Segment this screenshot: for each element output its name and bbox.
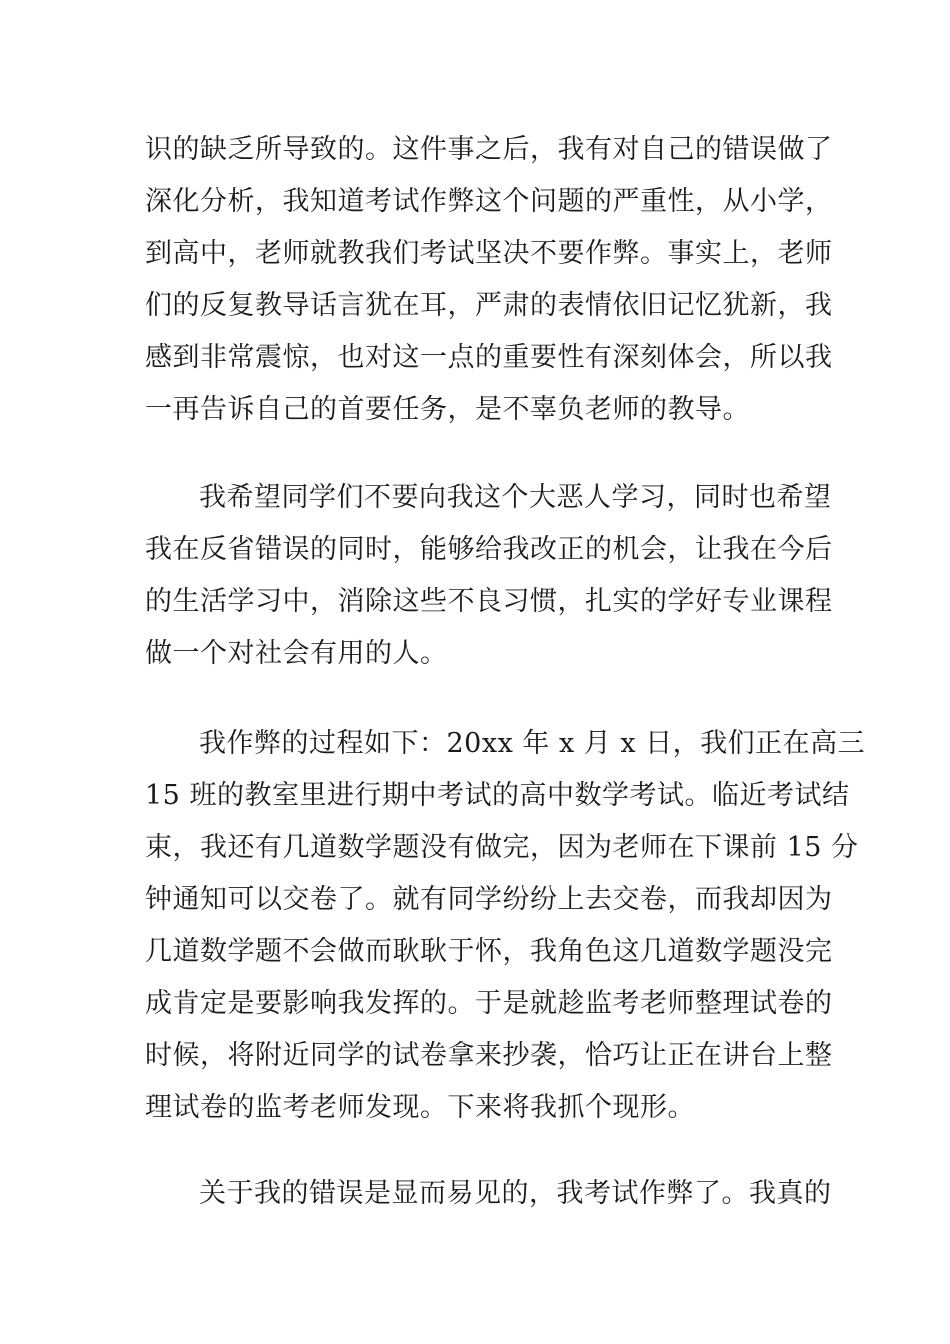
text-line: 识的缺乏所导致的。这件事之后，我有对自己的错误做了 xyxy=(145,134,833,165)
text-line: 我在反省错误的同时，能够给我改正的机会，让我在今后 xyxy=(145,534,833,565)
paragraph-3 xyxy=(145,718,866,1134)
text-line: 束，我还有几道数学题没有做完，因为老师在下课前 15 分 xyxy=(145,832,859,863)
text-line: 钟通知可以交卷了。就有同学纷纷上去交卷，而我却因为 xyxy=(145,884,833,915)
text-line: 深化分析，我知道考试作弊这个问题的严重性，从小学， xyxy=(145,186,833,217)
text-line: 关于我的错误是显而易见的，我考试作弊了。我真的 xyxy=(199,1178,832,1209)
text-line: 几道数学题不会做而耿耿于怀，我角色这几道数学题没完 xyxy=(145,936,833,967)
text-line: 做一个对社会有用的人。 xyxy=(145,638,448,669)
text-line: 一再告诉自己的首要任务，是不辜负老师的教导。 xyxy=(145,394,750,425)
text-line: 我希望同学们不要向我这个大恶人学习，同时也希望 xyxy=(199,482,832,513)
paragraph-4 xyxy=(145,1168,832,1220)
paragraph-1 xyxy=(145,124,833,436)
text-line: 理试卷的监考老师发现。下来将我抓个现形。 xyxy=(145,1092,695,1123)
paragraph-2 xyxy=(145,472,833,680)
text-line: 的生活学习中，消除这些不良习惯，扎实的学好专业课程 xyxy=(145,586,833,617)
text-line: 时候，将附近同学的试卷拿来抄袭，恰巧让正在讲台上整 xyxy=(145,1040,833,1071)
text-line: 15 班的教室里进行期中考试的高中数学考试。临近考试结 xyxy=(145,780,850,811)
text-line: 们的反复教导话言犹在耳，严肃的表情依旧记忆犹新，我 xyxy=(145,290,833,321)
text-line: 到高中，老师就教我们考试坚决不要作弊。事实上，老师 xyxy=(145,238,833,269)
text-line: 我作弊的过程如下：20xx 年 x 月 x 日，我们正在高三 xyxy=(199,728,866,759)
text-line: 感到非常震惊，也对这一点的重要性有深刻体会，所以我 xyxy=(145,342,833,373)
text-line: 成肯定是要影响我发挥的。于是就趁监考老师整理试卷的 xyxy=(145,988,833,1019)
